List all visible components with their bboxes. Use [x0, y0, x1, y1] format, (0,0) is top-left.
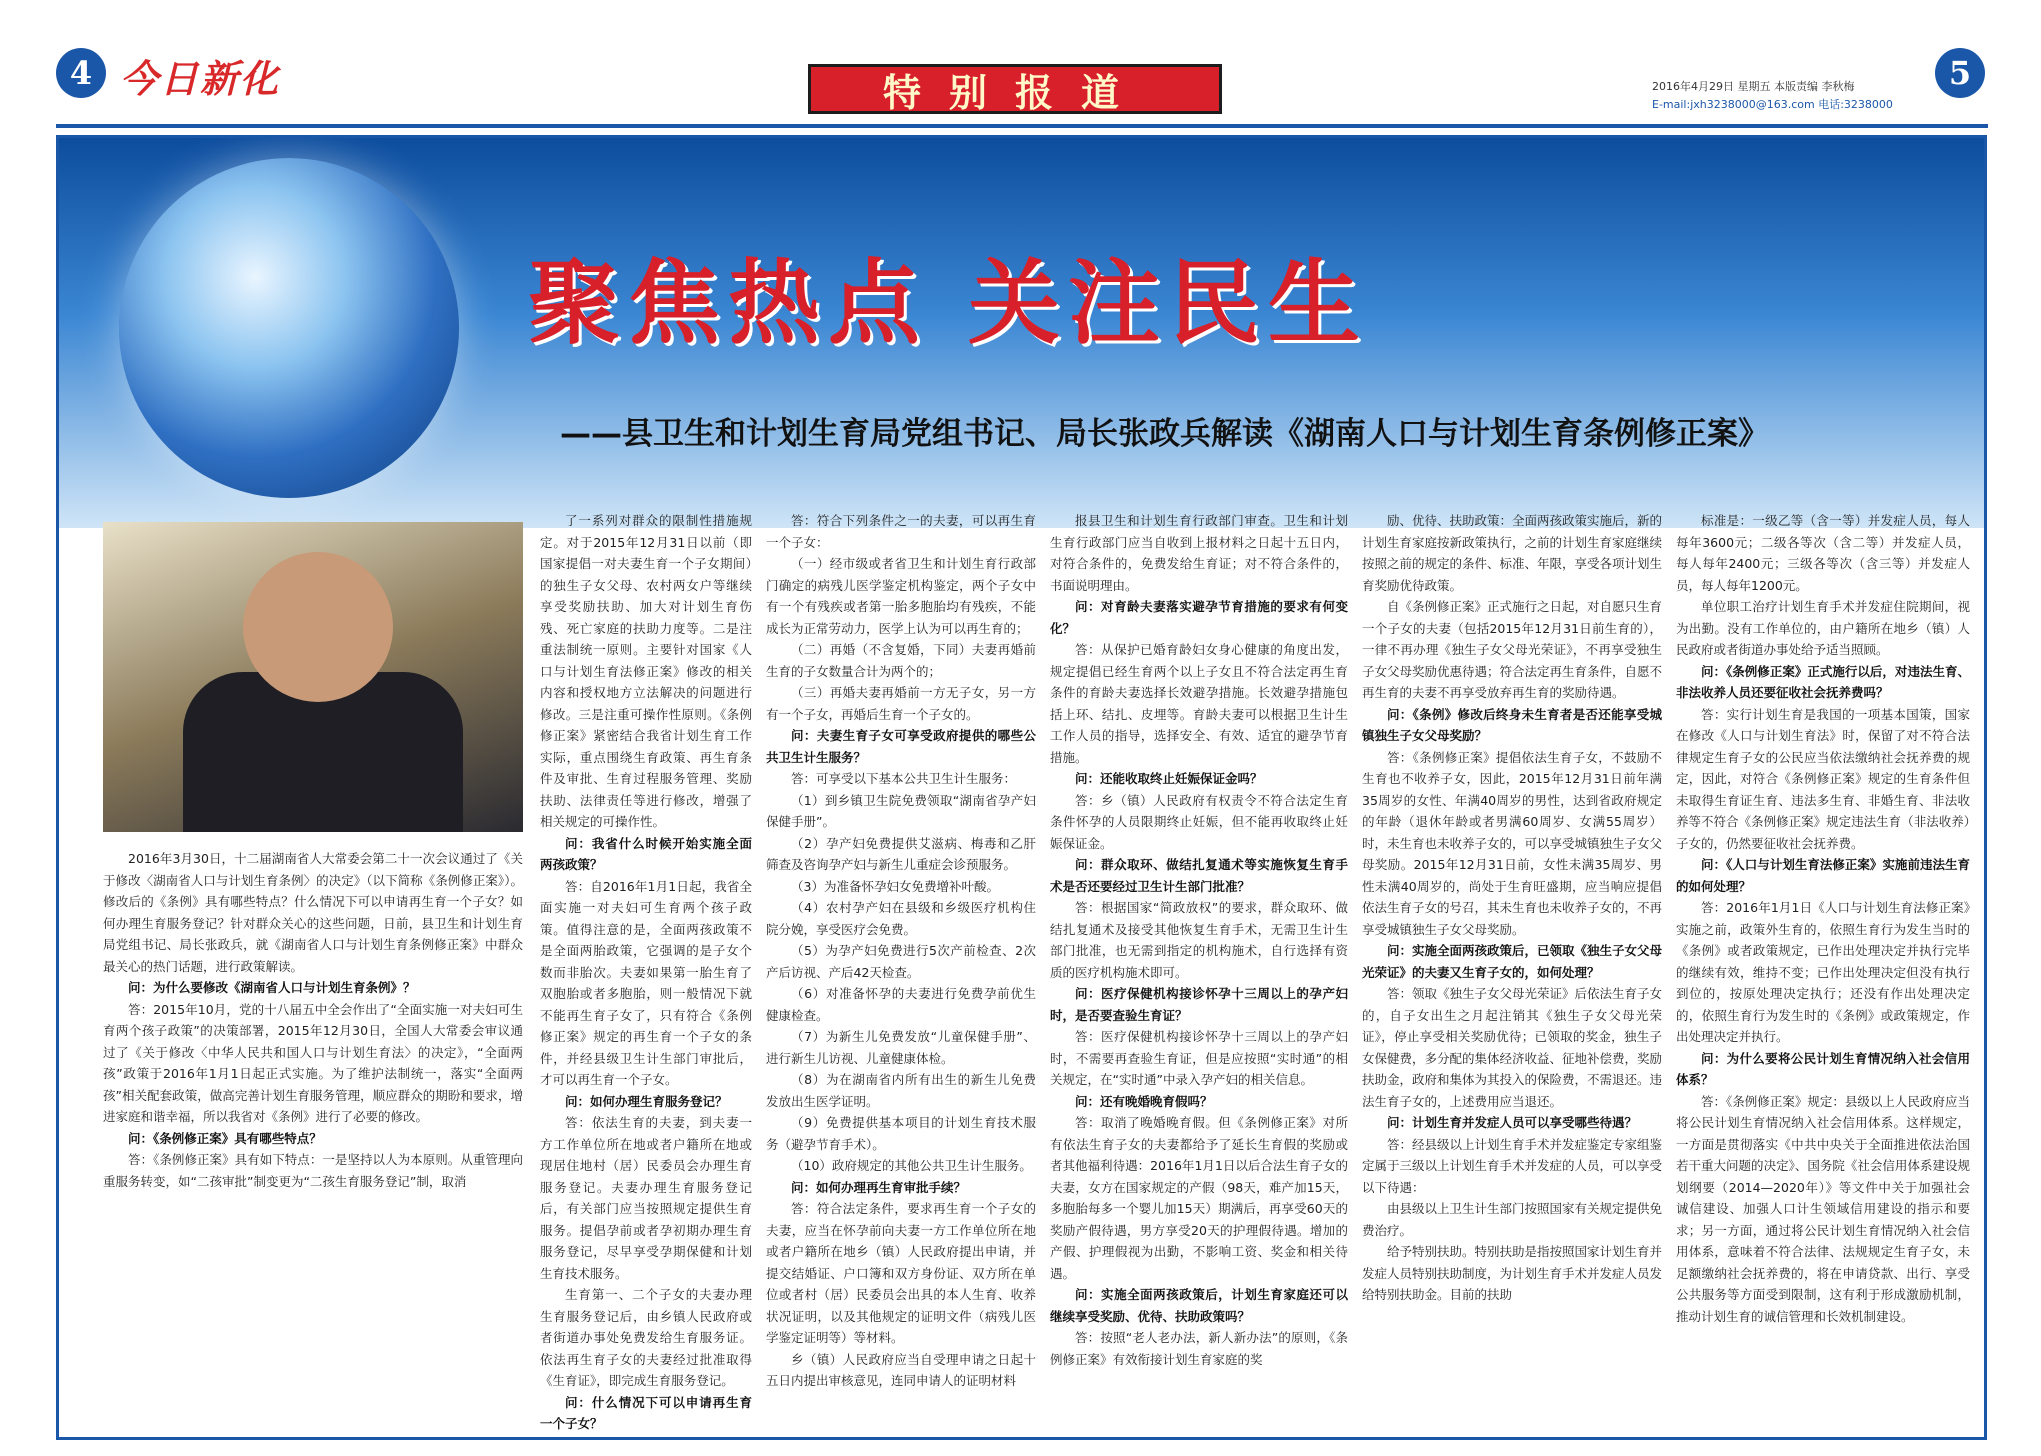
body-paragraph: 单位职工治疗计划生育手术并发症住院期间，视为出勤。没有工作单位的，由户籍所在地乡（镇）人民政府或者街道办事处给予适当照顾。 [1676, 599, 1970, 657]
body-paragraph: （6）对准备怀孕的夫妻进行免费孕前优生健康检查。 [766, 986, 1036, 1023]
question-paragraph: 问：为什么要将公民计划生育情况纳入社会信用体系？ [1676, 1050, 1970, 1087]
body-paragraph: 标准是：一级乙等（含一等）并发症人员，每人每年3600元；二级各等次（含二等）并发症人员，每人每年2400元；三级各等次（含三等）并发症人员，每人每年1200元。 [1676, 513, 1970, 593]
body-paragraph: （10）政府规定的其他公共卫生计生服务。 [791, 1158, 1032, 1173]
body-paragraph: 答：自2016年1月1日起，我省全面实施一对夫妇可生育两个孩子政策。值得注意的是，全面两孩政策不是全面两胎政策，它强调的是子女个数而非胎次。夫妻如果第一胎生育了双胞胎或者多胞胎，则一般情况下就不能再生育子女了，只有符合《条例修正案》规定的再生育一个子女的条件，并经县级卫生计生部门审批后，才可以再生育一个子女。 [540, 878, 752, 1087]
body-paragraph: （9）免费提供基本项目的计划生育技术服务（避孕节育手术）。 [766, 1115, 1036, 1152]
body-paragraph: 励、优待、扶助政策：全面两孩政策实施后，新的计划生育家庭按新政策执行，之前的计划生育家庭继续按照之前的规定的条件、标准、年限，享受各项计划生育奖励优待政策。 [1362, 513, 1662, 593]
body-paragraph: 答：按照“老人老办法，新人新办法”的原则，《条例修正案》有效衔接计划生育家庭的奖 [1050, 1330, 1348, 1367]
section-banner: 特别报道 [808, 64, 1222, 114]
article-column-3 [766, 510, 1036, 1430]
headline: 聚焦热点 关注民生 [528, 250, 1369, 357]
question-paragraph: 问：《人口与计划生育法修正案》实施前违法生育的如何处理？ [1676, 857, 1970, 894]
article-column-2 [540, 510, 752, 1430]
body-paragraph: 答：医疗保健机构接诊怀孕十三周以上的孕产妇时，不需要再查验生育证，但是应按照“实时通”的相关规定，在“实时通”中录入孕产妇的相关信息。 [1050, 1029, 1348, 1087]
page-number-left: 4 [56, 48, 106, 98]
body-paragraph: （2）孕产妇免费提供艾滋病、梅毒和乙肝筛查及咨询孕产妇与新生儿重症会诊预服务。 [766, 835, 1036, 872]
body-paragraph: 答：根据国家“简政放权”的要求，群众取环、做结扎复通术及接受其他恢复生育手术，无需卫生计生部门批准，也无需到指定的机构施术，自行选择有资质的医疗机构施术即可。 [1050, 900, 1348, 980]
question-paragraph: 问：医疗保健机构接诊怀孕十三周以上的孕产妇时，是否要查验生育证？ [1050, 986, 1348, 1023]
interviewee-photo [103, 522, 523, 832]
question-paragraph: 问：《条例》修改后终身未生育者是否还能享受城镇独生子女父母奖励？ [1362, 706, 1662, 743]
question-paragraph: 问：《条例修正案》具有哪些特点？ [128, 1130, 322, 1146]
body-paragraph: 答：领取《独生子女父母光荣证》后依法生育子女的，自子女出生之月起注销其《独生子女父母光荣证》，停止享受相关奖励优待；已领取的奖金，独生子女保健费，多分配的集体经济收益、征地补偿费，奖励扶助金，政府和集体为其投入的保险费，不需退还。违法生育子女的，上述费用应当退还。 [1362, 986, 1662, 1109]
article-column-6 [1676, 510, 1970, 1430]
body-paragraph: 答：取消了晚婚晚育假。但《条例修正案》对所有依法生育子女的夫妻都给予了延长生育假的奖励或者其他福利待遇：2016年1月1日以后合法生育子女的夫妻，女方在国家规定的产假（98天，难产加15天，多胞胎每多一个婴儿加15天）期满后，再享受60天的奖励产假待遇，男方享受20天的护理假待遇。增加的产假、护理假视为出勤，不影响工资、奖金和相关待遇。 [1050, 1115, 1348, 1281]
body-paragraph: 给予特别扶助。特别扶助是指按照国家计划生育并发症人员特别扶助制度，为计划生育手术并发症人员发给特别扶助金。目前的扶助 [1362, 1244, 1662, 1302]
body-paragraph: 答：依法生育的夫妻，到夫妻一方工作单位所在地或者户籍所在地或现居住地村（居）民委员会办理生育服务登记。夫妻办理生育服务登记后，有关部门应当按照规定提供生育服务。提倡孕前或者孕初期办理生育服务登记，尽早享受孕期保健和计划生育技术服务。 [540, 1115, 752, 1281]
body-paragraph: 答：2015年10月，党的十八届五中全会作出了“全面实施一对夫妇可生育两个孩子政策”的决策部署，2015年12月30日，全国人大常委会审议通过了《关于修改〈中华人民共和国人口与计划生育法〉的决定》，“全面两孩”政策于2016年1月1日起正式实施。为了维护法制统一，落实“全面两孩”相关配套政策，做高完善计划生育服务管理，顺应群众的期盼和要求，增进家庭和谐幸福，所以我省对《条例》进行了必要的修改。 [103, 1001, 523, 1124]
date-line: 2016年4月29日 星期五 本版责编 李秋梅 [1652, 80, 1855, 93]
body-paragraph: （3）为准备怀孕妇女免费增补叶酸。 [791, 878, 999, 894]
article-column-1 [103, 848, 523, 1430]
body-paragraph: 2016年3月30日，十二届湖南省人大常委会第二十一次会议通过了《关于修改〈湖南省人口与计划生育条例〉的决定》（以下简称《条例修正案》）。修改后的《条例》具有哪些特点？什么情况下可以申请再生育一个子女？如何办理生育服务登记？针对群众关心的这些问题，日前，县卫生和计划生育局党组书记、局长张政兵，就《湖南省人口与计划生育条例修正案》中群众最关心的热门话题，进行政策解读。 [103, 851, 523, 974]
question-paragraph: 问：实施全面两孩政策后，已领取《独生子女父母光荣证》的夫妻又生育子女的，如何处理？ [1362, 943, 1662, 980]
body-paragraph: 答：《条例修正案》规定：县级以上人民政府应当将公民计划生育情况纳入社会信用体系。这样规定，一方面是贯彻落实《中共中央关于全面推进依法治国若干重大问题的决定》、国务院《社会信用体系建设规划纲要（2014—2020年）》等文件中关于加强社会诚信建设、加强人口计生领域信用建设的指示和要求；另一方面，通过将公民计划生育情况纳入社会信用体系，意味着不符合法律、法规规定生育子女，未足额缴纳社会抚养费的，将在申请贷款、出行、享受公共服务等方面受到限制，这有利于形成激励机制，推动计划生育的诚信管理和长效机制建设。 [1676, 1093, 1970, 1324]
body-paragraph: 答：实行计划生育是我国的一项基本国策，国家在修改《人口与计划生育法》时，保留了对不符合法律规定生育子女的公民应当依法缴纳社会抚养费的规定，因此，对符合《条例修正案》规定的生育条件但未取得生育证生育、违法多生育、非婚生育、非法收养等不符合《条例修正案》规定违法生育（非法收养）子女的，仍然要征收社会抚养费。 [1676, 706, 1970, 851]
body-paragraph: （二）再婚（不含复婚，下同）夫妻再婚前生育的子女数量合计为两个的； [766, 642, 1036, 679]
photo-figure-head [243, 552, 393, 702]
header-rule [56, 124, 1988, 128]
question-paragraph: 问：还有晚婚晚育假吗？ [1075, 1093, 1213, 1109]
question-paragraph: 问：如何办理生育服务登记？ [565, 1093, 728, 1109]
contact-line: E-mail:jxh3238000@163.com 电话:3238000 [1652, 98, 1893, 111]
issue-meta [1652, 78, 1893, 114]
question-paragraph: 问：为什么要修改《湖南省人口与计划生育条例》？ [128, 980, 416, 995]
subheadline: ——县卫生和计划生育局党组书记、局长张政兵解读《湖南人口与计划生育条例修正案》 [560, 416, 1769, 452]
newspaper-masthead: 今日新化 [120, 56, 281, 101]
page-header [0, 0, 2041, 125]
body-paragraph: 了一系列对群众的限制性措施规定。对于2015年12月31日以前（即国家提倡一对夫妻生育一个子女期间）的独生子女父母、农村两女户等继续享受奖励扶助、加大对计划生育伤残、死亡家庭的扶助力度等。二是注重法制统一原则。主要针对国家《人口与计划生育法修正案》修改的相关内容和授权地方立法解决的问题进行修改。三是注重可操作性原则。《条例修正案》紧密结合我省计划生育工作实际，重点围绕生育政策、再生育条件及审批、生育过程服务管理、奖励扶助、法律责任等进行修改，增强了相关规定的可操作性。 [540, 513, 752, 829]
body-paragraph: （8）为在湖南省内所有出生的新生儿免费发放出生医学证明。 [766, 1072, 1036, 1109]
question-paragraph: 问：还能收取终止妊娠保证金吗？ [1075, 771, 1263, 786]
body-paragraph: （1）到乡镇卫生院免费领取“湖南省孕产妇保健手册”。 [766, 792, 1036, 829]
question-paragraph: 问：如何办理再生育审批手续？ [791, 1179, 967, 1195]
globe-graphic [119, 158, 459, 498]
body-paragraph: （7）为新生儿免费发放“儿童保健手册”、进行新生儿访视、儿童健康体检。 [766, 1029, 1036, 1066]
body-paragraph: 乡（镇）人民政府应当自受理申请之日起十五日内提出审核意见，连同申请人的证明材料 [766, 1351, 1036, 1388]
body-paragraph: （4）农村孕产妇在县级和乡级医疗机构住院分娩，享受医疗会免费。 [766, 900, 1036, 937]
body-paragraph: 答：2016年1月1日《人口与计划生育法修正案》实施之前，政策外生育的，依照生育行为发生当时的《条例》或者政策规定，已作出处理决定并执行完毕的继续有效，维持不变；已作出处理决定但没有执行到位的，按原处理决定执行；还没有作出处理决定的，依照生育行为发生时的《条例》或政策规定，作出处理决定并执行。 [1676, 900, 1970, 1044]
body-paragraph: 答：乡（镇）人民政府有权责令不符合法定生育条件怀孕的人员限期终止妊娠，但不能再收取终止妊娠保证金。 [1050, 792, 1348, 851]
body-paragraph: 答：《条例修正案》提倡依法生育子女，不鼓励不生育也不收养子女，因此，2015年12月31日前年满35周岁的女性、年满40周岁的男性，达到省政府规定的年龄（退休年龄或者男满60周岁、女满55周岁）时，未生育也未收养子女的，可以享受城镇独生子女父母奖励。2015年12月31日前，女性未满35周岁、男性未满40周岁的，尚处于生育旺盛期，应当响应提倡依法生育子女的号召，其未生育也未收养子女的，不再享受城镇独生子女父母奖励。 [1362, 749, 1662, 937]
article-column-4 [1050, 510, 1348, 1430]
question-paragraph: 问：我省什么时候开始实施全面两孩政策？ [540, 835, 752, 872]
body-paragraph: 答：从保护已婚育龄妇女身心健康的角度出发，规定提倡已经生育两个以上子女且不符合法定再生育条件的育龄夫妻选择长效避孕措施。长效避孕措施包括上环、结扎、皮埋等。育龄夫妻可以根据卫生计生工作人员的指导，选择安全、有效、适宜的避孕节育措施。 [1050, 642, 1348, 765]
body-paragraph: （5）为孕产妇免费进行5次产前检查、2次产后访视、产后42天检查。 [766, 943, 1036, 980]
article-column-5 [1362, 510, 1662, 1430]
body-paragraph: 答：《条例修正案》具有如下特点：一是坚持以人为本原则。从重管理向重服务转变，如“二孩审批”制变更为“二孩生育服务登记”制，取消 [103, 1152, 523, 1189]
question-paragraph: 问：群众取环、做结扎复通术等实施恢复生育手术是否还要经过卫生计生部门批准？ [1050, 857, 1348, 894]
question-paragraph: 问：《条例修正案》正式施行以后，对违法生育、非法收养人员还要征收社会抚养费吗？ [1676, 663, 1970, 700]
body-paragraph: 生育第一、二个子女的夫妻办理生育服务登记后，由乡镇人民政府或者街道办事处免费发给生育服务证。依法再生育子女的夫妻经过批准取得《生育证》，即完成生育服务登记。 [540, 1287, 752, 1388]
body-paragraph: （三）再婚夫妻再婚前一方无子女，另一方有一个子女，再婚后生育一个子女的。 [766, 685, 1036, 722]
body-paragraph: 答：符合下列条件之一的夫妻，可以再生育一个子女： [766, 513, 1036, 550]
body-paragraph: 答：可享受以下基本公共卫生计生服务： [791, 771, 1017, 786]
body-paragraph: 由县级以上卫生计生部门按照国家有关规定提供免费治疗。 [1362, 1201, 1662, 1238]
body-paragraph: 自《条例修正案》正式施行之日起，对自愿只生育一个子女的夫妻（包括2015年12月31日前生育的），一律不再办理《独生子女父母光荣证》，不再享受独生子女父母奖励优惠待遇；符合法定再生育条件，自愿不再生育的夫妻不再享受放弃再生育的奖励待遇。 [1362, 599, 1662, 700]
question-paragraph: 问：什么情况下可以申请再生育一个子女？ [540, 1394, 752, 1430]
page-number-right: 5 [1935, 48, 1985, 98]
question-paragraph: 问：夫妻生育子女可享受政府提供的哪些公共卫生计生服务？ [766, 728, 1036, 765]
body-paragraph: 答：符合法定条件，要求再生育一个子女的夫妻，应当在怀孕前向夫妻一方工作单位所在地或者户籍所在地乡（镇）人民政府提出申请，并提交结婚证、户口簿和双方身份证、双方所在单位或者村（居）民委员会出具的本人生育、收养状况证明，以及其他规定的证明文件（病残儿医学鉴定证明等）等材料。 [766, 1201, 1036, 1345]
body-paragraph: 报县卫生和计划生育行政部门审查。卫生和计划生育行政部门应当自收到上报材料之日起十五日内，对符合条件的，免费发给生育证；对不符合条件的，书面说明理由。 [1050, 513, 1348, 593]
question-paragraph: 问：对育龄夫妻落实避孕节育措施的要求有何变化？ [1050, 599, 1348, 636]
question-paragraph: 问：实施全面两孩政策后，计划生育家庭还可以继续享受奖励、优待、扶助政策吗？ [1050, 1287, 1348, 1324]
body-paragraph: 答：经县级以上计划生育手术并发症鉴定专家组鉴定属于三级以上计划生育手术并发症的人员，可以享受以下待遇： [1362, 1136, 1662, 1195]
question-paragraph: 问：计划生育并发症人员可以享受哪些待遇？ [1387, 1115, 1638, 1130]
body-paragraph: （一）经市级或者省卫生和计划生育行政部门确定的病残儿医学鉴定机构鉴定，两个子女中有一个有残疾或者第一胎多胞胎均有残疾，不能成长为正常劳动力，医学上认为可以再生育的； [766, 556, 1036, 636]
